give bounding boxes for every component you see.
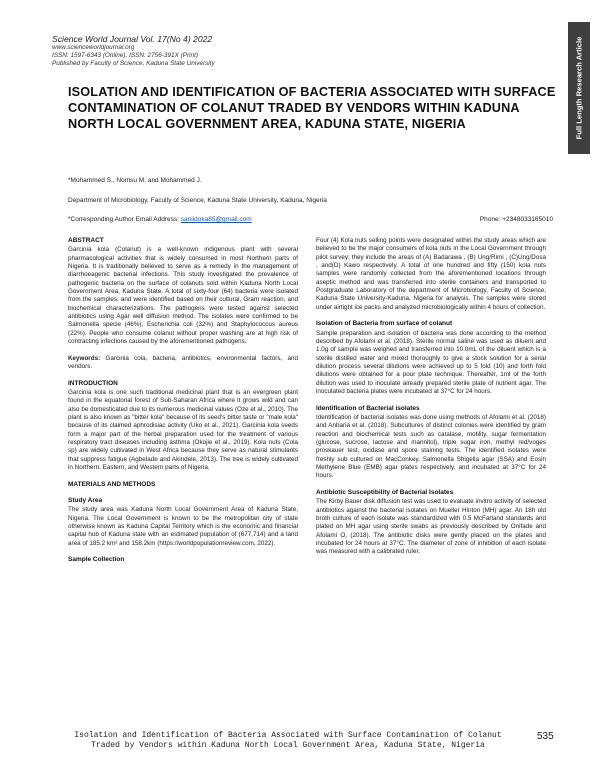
methods-heading: MATERIALS AND METHODS bbox=[68, 480, 156, 488]
isolation-heading: Isolation of Bacteria from surface of colanut bbox=[316, 320, 453, 328]
running-footer: Isolation and Identification of Bacteria Associated with Surface Contamination of Colanut Traded by Vendors within Kaduna North Local Government Area, Kaduna State, Nigeria bbox=[74, 731, 502, 751]
article-type-label: Full Length Research Article bbox=[574, 36, 584, 140]
introduction-heading: INTRODUCTION bbox=[68, 379, 118, 387]
identification-text: Identification of bacterial isolates was done using methods of Afolami et al. (2018) and Anbaria et al. (2018). Subcultures of distinct colonies were identified by gram reaction and biochemical tests such as catalase, motility, sugar fermentation (glucose, sucrose, lactose and mannitol), triple sugar iron, methyl red/voges proskauer test, oxidase and spore staining tests. The identified isolates were freshly sub cultured on MacConkey, Salmonella Shigella agar (SSA) and Eosin Methylene Blue (EMB) agar plates respectively, and incubated at 37°C for 24 hours. bbox=[316, 413, 546, 480]
abstract-text: Garcinia kola (Colanut) is a well-known indigenous plant with several pharmacological activities that is widely consumed in most Northern parts of Nigeria. It is traditionally believed to serve as a remedy in the management of diarrhoeagenic bacterial infections. This study investigated the prevalence of pathogenic bacteria on the surface of colanuts sold within Kaduna North Local Government Area, Kaduna State. A total of sixty-four (64) bacteria were isolated from the samples, and were identified based on their cultural, Gram reaction, and biochemical characterizations. The pathogens were tested against selected antibiotics using Agar well diffusion method. The isolates were confirmed to be Salmonella specie (46%), Escherichia coli (32%) and Staphylococcus aureus (22%). People who consume colanut without proper washing are at high risk of contracting infections caused by the aforementioned pathogens. bbox=[68, 246, 298, 346]
email-link[interactable]: saniidoka85@gmail.com bbox=[180, 216, 252, 223]
identification-heading: Identification of Bacterial isolates bbox=[316, 404, 420, 412]
phone: Phone: +2348033165010 bbox=[479, 216, 553, 223]
keywords-text: Garcinia cola, bacteria, antibiotics, environmental factors, and vendors. bbox=[68, 354, 299, 370]
study-area-heading: Study Area bbox=[68, 496, 103, 504]
isolation-text: Sample preparation and isolation of bacteria was done according to the method described by Afolami et al. (2018). Sterile normal saline was used as diluent and 1.0g of sample was weighed and transferred into 10.0mL of the diluent which is a sterile distilled water and mixed thoroughly to give a stock solution for a serial dilution process several dilutions were achieved up to 5 fold (10) and forth fold dilutions were obtained for a pour plate technique. Thereafter, 1ml of the forth dilution was used to inoculate already prepared sterile plate of nutrient agar. The inoculated bacteria plates were incubated at 37°C for 24 hours. bbox=[316, 329, 546, 396]
abstract-heading: ABSTRACT bbox=[68, 237, 104, 244]
keywords-label: Keywords: bbox=[68, 354, 101, 362]
paper-title: ISOLATION AND IDENTIFICATION OF BACTERIA ASSOCIATED WITH SURFACE CONTAMINATION OF COLANUT TRADED BY VENDORS WITHIN KADUNA NORTH LOCAL GOVERNMENT AREA, KADUNA STATE, NIGERIA bbox=[68, 85, 556, 132]
authors: *Mohammed S., Nomsu M. and Mohammed J. bbox=[68, 177, 202, 184]
sample-collection-text: Four (4) Kola nuts selling points were designated within the study areas which are believed to be the major consumers of kola nuts in the Local Government through pilot survey; they include the areas of (A) Badarawa , (B) Ung/Rimi , (C)Ung/Dosa , and(D) Kawo respectively. A total of one hundred and fifty (150) kola nuts samples were randomly collected from the aforementioned locations through aseptic method and was transferred into sterile containers and transported to Postgraduate Laboratory of the department of Microbiology, Faculty of Science, Kaduna State University-Kaduna, Nigeria for analysis. The samples were stored under airtight ice packs and analyzed microbiologically within 4 hours of collection. bbox=[316, 237, 546, 311]
sample-collection-heading: Sample Collection bbox=[68, 556, 125, 564]
keywords bbox=[68, 355, 298, 372]
introduction-text: Garcinia kola is one such traditional medicinal plant that is an evergreen plant found in the equatorial forest of Sub-Saharan Africa where it grows wild and can also be domesticated due to its numerous medicinal values (Oze et al., 2010). The plant is also known as "bitter kola" because of its seed's bitter taste or "male kola" because of its claimed aphrodisiac activity (Uko et al., 2021). Garcinia kola seeds form a major part of the herbal preparation used for the treatment of various respiratory tract diseases including asthma (Okojie et al., 2019). Kola nuts (Cola sp) are widely cultivated in West Africa because they serve as natural stimulants that suppress fatigue (Agbelade and Akindele, 2013). The tree is widely cultivated in Northern, Eastern, and Western parts of Nigeria. bbox=[68, 388, 298, 471]
right-column bbox=[316, 237, 546, 565]
journal-issn: ISSN: 1597-6343 (Online), ISSN: 2756-391X (Print) bbox=[52, 52, 198, 60]
affiliation: Department of Microbiology, Faculty of Science, Kaduna State University, Kaduna, Nigeria bbox=[68, 197, 327, 204]
page-number: 535 bbox=[537, 731, 554, 742]
antibiotic-text: The Kirby Bauer disk diffusion test was used to evaluate invitro activity of selected antibiotics against the bacterial isolates on Mueller Hinton (MH) agar. An 18h old broth culture of each isolate was standardized with 0.5 McFarland standards and plated on MH agar using sterile swabs as previously described by Onifade and Afolami O, (2018). The antibiotic disks were gently placed on the plates and incubated for 24 hours at 37°C. The diameter of zone of inhibition of each isolate was measured with a calibrated ruler. bbox=[316, 498, 546, 556]
email-label: *Corresponding Author Email Address: bbox=[68, 216, 179, 223]
article-type-tab bbox=[568, 22, 590, 154]
journal-name: Science World Journal Vol. 17(No 4) 2022 bbox=[52, 34, 213, 44]
corresponding-contact bbox=[68, 215, 553, 224]
journal-header bbox=[52, 34, 492, 69]
journal-website[interactable]: www.scienceworldjournal.org bbox=[52, 44, 135, 51]
journal-publisher: Published by Faculty of Science, Kaduna State University bbox=[52, 60, 215, 68]
study-area-text: The study area was Kaduna North Local Government Area of Kaduna State, Nigeria. The Local Government is known to be the metropolitan city of state otherwise known as Kaduna Capital Territory which is the economic and financial capital hub of Kaduna state with an estimated population of (677,714) and a land area of 185.2 km² and 158.2km (https://worldpopulationreview.com, 2022). bbox=[68, 506, 298, 547]
left-column bbox=[68, 237, 298, 565]
antibiotic-heading: Antibiotic Susceptibility of Bacterial Isolates bbox=[316, 488, 454, 496]
